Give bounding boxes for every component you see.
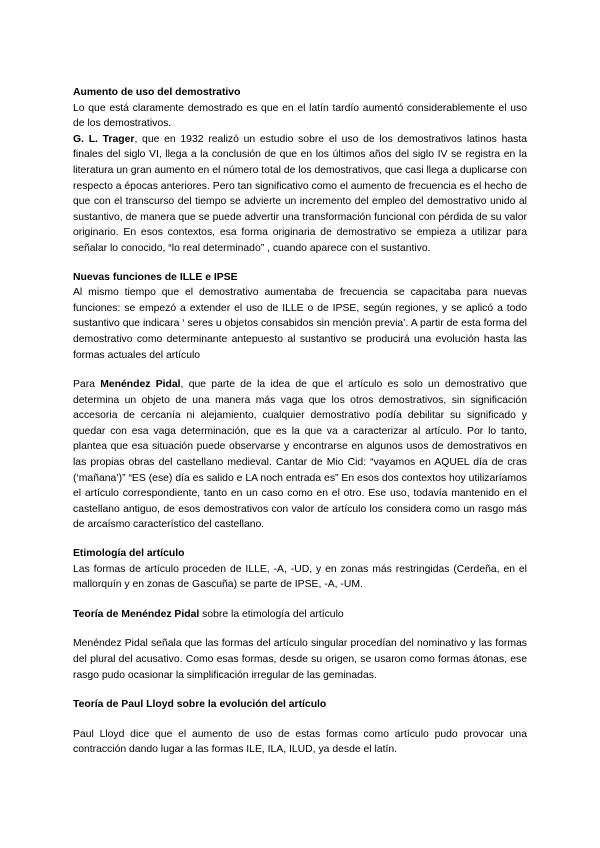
author-name-trager: G. L. Trager (73, 133, 135, 145)
paragraph-aumento-intro: Lo que está claramente demostrado es que en el latín tardío aumentó considerablemente el uso de los demostrativos. (73, 102, 527, 130)
paragraph-teoria-pidal: Menéndez Pidal señala que las formas del artículo singular procedían del nominativo y las formas del plural del acusativo. Como esas formas, desde su origen, se usaron como formas átonas, ese rasgo pudo ocasionar la simplificación irregular de las geminadas. (73, 638, 527, 681)
paragraph-teoria-lloyd: Paul Lloyd dice que el aumento de uso de estas formas como artículo pudo provocar una contracción dando lugar a las formas ILE, ILA, ILUD, ya desde el latín. (73, 728, 527, 756)
paragraph-nuevas-funciones: Al mismo tiempo que el demostrativo aumentaba de frecuencia se capacitaba para nuevas funciones: se empezó a extender el uso de ILLE o de IPSE, según regiones, y se aplicó a todo sustantivo que indicara ‘ seres u objetos consabidos sin mención previa’. A partir de esta forma del demostrativo como determinante antepuesto al sustantivo se producirá una evolución hasta las formas actuales del artículo (73, 287, 527, 361)
heading-etimologia: Etimología del artículo (73, 548, 185, 560)
heading-teoria-pidal-rest: sobre la etimología del artículo (199, 608, 344, 620)
paragraph-menendez-pidal (73, 377, 527, 533)
heading-aumento: Aumento de uso del demostrativo (73, 87, 241, 98)
paragraph-pidal-text: , que parte de la idea de que el artículo es solo un demostrativo que determina un objeto de una manera más vaga que los otros demostrativos, sin significación accesoria de cercanía ni alejamiento, cualquier demostrativo podía debilitar su significado y quedar con esa vaga determinación, que es la que va a caracterizar al artículo. Por lo tanto, plantea que esa situación puede observarse y encontrarse en algunos usos de demostrativos en las propias obras del castellano medieval. Cantar de Mio Cid: “vayamos en AQUEL día de cras (‘mañana’)” “ES (ese) día es salido e LA noch entrada es” En esos dos contextos hoy utilizaríamos el artículo correspondiente, tanto en un caso como en el otro. Ese uso, todavía mantenido en el castellano antiguo, de esos demostrativos con valor de artículo los considera como un rasgo más de arcaísmo característico del castellano. (73, 379, 527, 531)
heading-teoria-pidal-bold: Teoría de Menéndez Pidal (73, 608, 200, 620)
paragraph-etimologia: Las formas de artículo proceden de ILLE, -A, -UD, y en zonas más restringidas (Cerdeña, en el mallorquín y en zonas de Gascuña) se parte de IPSE, -A, -UM. (73, 563, 527, 591)
heading-teoria-lloyd: Teoría de Paul Lloyd sobre la evolución del artículo (73, 699, 327, 711)
paragraph-trager (73, 132, 527, 257)
paragraph-trager-text: , que en 1932 realizó un estudio sobre el uso de los demostrativos latinos hasta finales del siglo VI, llega a la conclusión de que en los últimos años del siglo IV se registra en la literatura un gran aumento en el número total de los demostrativos, que casi llega a duplicarse con respecto a épocas anteriores. Pero tan significativo como el aumento de frecuencia es el hecho de que con el transcurso del tiempo se advierte un incremento del empleo del demostrativo unido al sustantivo, de manera que se puede advertir una transformación funcional con pérdida de su valor originario. En esos contextos, esa forma originaria de demostrativo se empieza a utilizar para señalar lo conocido, “lo real determinado” , cuando aparece con el sustantivo. (73, 133, 527, 254)
paragraph-pidal-pre: Para (73, 379, 101, 391)
heading-teoria-pidal (73, 607, 527, 623)
author-name-pidal: Menéndez Pidal (100, 379, 181, 391)
heading-nuevas-funciones: Nuevas funciones de ILLE e IPSE (73, 271, 238, 283)
